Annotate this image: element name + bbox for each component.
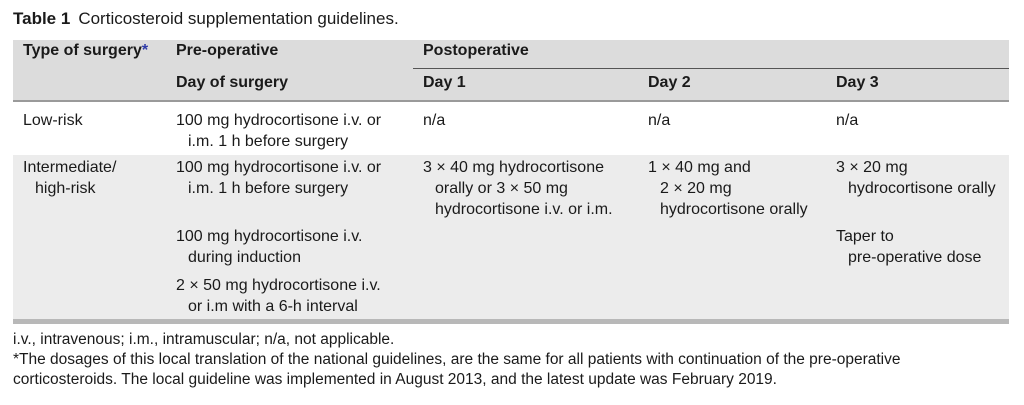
footnote-marker-bottom: * [13, 351, 20, 368]
table-number: Table 1 [13, 9, 71, 28]
cell-type-low-risk: Low-risk [23, 112, 83, 129]
guidelines-table [13, 40, 1009, 324]
footnote-marker: * [141, 42, 149, 59]
header-day-3: Day 3 [836, 74, 879, 91]
cell-day3-low-risk: n/a [836, 112, 859, 129]
table-row-intermediate-high-risk [13, 155, 1009, 324]
header-pre-operative: Pre-operative [176, 42, 279, 59]
header-day-1: Day 1 [423, 74, 466, 91]
header-postoperative: Postoperative [423, 42, 529, 59]
header-type-of-surgery: Type of surgery* [23, 42, 149, 59]
table-caption [13, 8, 399, 30]
cell-day1-low-risk: n/a [423, 112, 446, 129]
cell-preop-low-risk: 100 mg hydrocortisone i.v. or i.m. 1 h before surgery [176, 112, 382, 150]
table-header [13, 40, 1009, 102]
header-day-2: Day 2 [648, 74, 691, 91]
cell-preop-intermediate-b: 100 mg hydrocortisone i.v. during induction [176, 228, 363, 266]
cell-day1-intermediate: 3 × 40 mg hydrocortisone orally or 3 × 50 mg hydrocortisone i.v. or i.m. [423, 159, 613, 218]
cell-preop-intermediate-a: 100 mg hydrocortisone i.v. or i.m. 1 h before surgery [176, 159, 382, 197]
cell-day2-intermediate: 1 × 40 mg and 2 × 20 mg hydrocortisone orally [648, 159, 808, 218]
footnote-note: *The dosages of this local translation of the national guidelines, are the same for all patients with continuation of the pre-operative corticosteroids. The local guideline was implemented in August 2013, and the latest update was February 2019. [13, 351, 901, 388]
cell-day3-intermediate-b: Taper to pre-operative dose [836, 228, 982, 266]
table-row-low-risk [13, 102, 1009, 155]
header-day-of-surgery: Day of surgery [176, 74, 289, 91]
cell-type-intermediate: Intermediate/ high-risk [23, 159, 117, 197]
cell-day3-intermediate-a: 3 × 20 mg hydrocortisone orally [836, 159, 996, 197]
header-divider [413, 68, 1009, 69]
footnote-abbreviations: i.v., intravenous; i.m., intramuscular; n/a, not applicable. [13, 331, 395, 348]
cell-preop-intermediate-c: 2 × 50 mg hydrocortisone i.v. or i.m with a 6-h interval [176, 277, 381, 315]
cell-day2-low-risk: n/a [648, 112, 671, 129]
table-title: Corticosteroid supplementation guidelines. [78, 9, 399, 28]
